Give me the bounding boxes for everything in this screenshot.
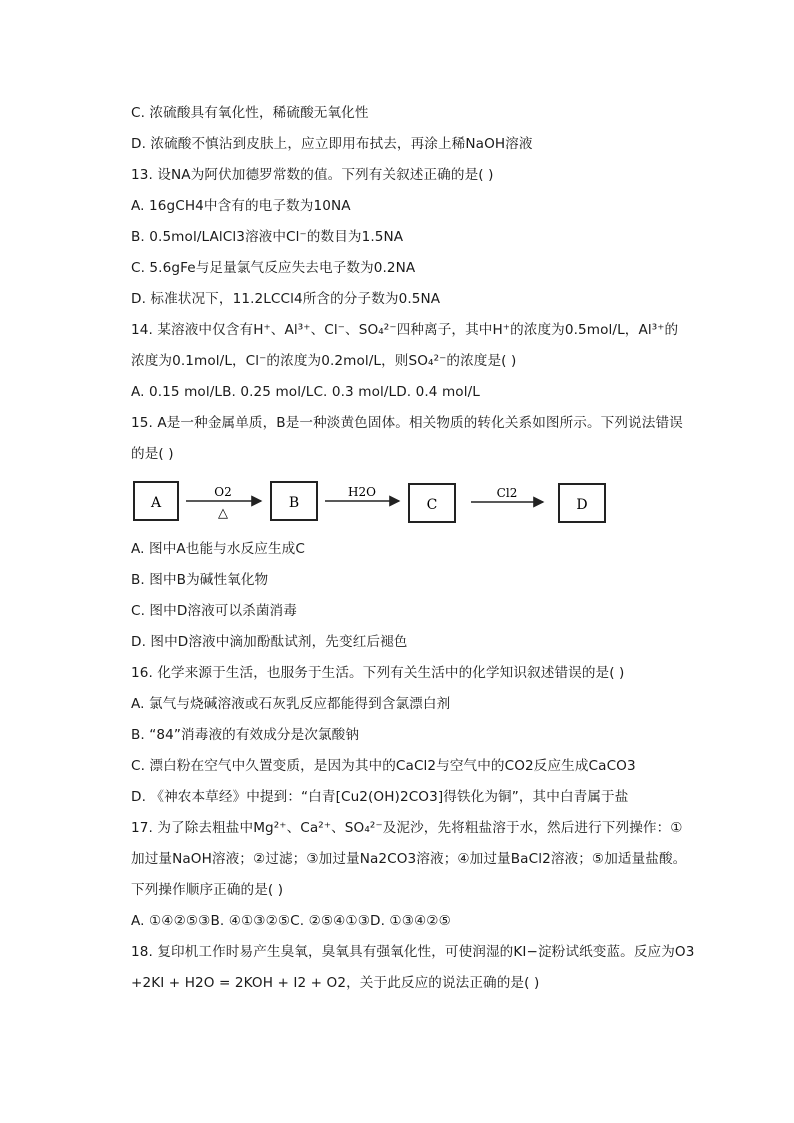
q13-option-b: B. 0.5mol/LAlCl3溶液中Cl⁻的数目为1.5NA xyxy=(131,229,404,245)
q17-option-b: B. ④①③②⑤ xyxy=(210,913,291,929)
q17-option-c: C. ②⑤④①③ xyxy=(290,913,371,929)
question-17-line3: 下列操作顺序正确的是( ) xyxy=(131,882,284,898)
q16-option-a: A. 氯气与烧碱溶液或石灰乳反应都能得到含氯漂白剂 xyxy=(131,696,451,712)
question-14-line1: 14. 某溶液中仅含有H⁺、Al³⁺、Cl⁻、SO₄²⁻四种离子，其中H⁺的浓度为0.5mol/L，Al³⁺的 xyxy=(131,322,679,338)
question-15-line1: 15. A是一种金属单质，B是一种淡黄色固体。相关物质的转化关系如图所示。下列说法错误 xyxy=(131,415,683,431)
q12-option-c: C. 浓硫酸具有氧化性，稀硫酸无氧化性 xyxy=(131,105,369,121)
q12-option-d: D. 浓硫酸不慎沾到皮肤上，应立即用布拭去，再涂上稀NaOH溶液 xyxy=(131,136,533,152)
question-15-line2: 的是( ) xyxy=(131,446,174,462)
arrow-a-to-b-bottom-label: △ xyxy=(218,506,228,521)
node-a-label: A xyxy=(150,495,162,511)
q14-option-a: A. 0.15 mol/L xyxy=(131,384,223,400)
question-18-line2: +2KI + H2O = 2KOH + I2 + O2，关于此反应的说法正确的是( ) xyxy=(131,975,540,991)
conversion-diagram xyxy=(131,479,611,527)
arrow-a-to-b-top-label: O2 xyxy=(214,485,232,499)
q16-option-d: D. 《神农本草经》中提到：“白青[Cu2(OH)2CO3]得铁化为铜”，其中白青属于盐 xyxy=(131,789,629,805)
q14-options xyxy=(131,382,480,402)
question-17-line1: 17. 为了除去粗盐中Mg²⁺、Ca²⁺、SO₄²⁻及泥沙，先将粗盐溶于水，然后进行下列操作：① xyxy=(131,820,683,836)
node-c-label: C xyxy=(426,497,438,513)
question-18-line1: 18. 复印机工作时易产生臭氧，臭氧具有强氧化性，可使润湿的KI−淀粉试纸变蓝。反应为O3 xyxy=(131,944,695,960)
conversion-diagram-svg xyxy=(131,479,611,527)
q15-option-a: A. 图中A也能与水反应生成C xyxy=(131,541,305,557)
question-16: 16. 化学来源于生活，也服务于生活。下列有关生活中的化学知识叙述错误的是( ) xyxy=(131,665,625,681)
q17-option-a: A. ①④②⑤③ xyxy=(131,913,211,929)
question-17-line2: 加过量NaOH溶液；②过滤；③加过量Na2CO3溶液；④加过量BaCl2溶液；⑤加适量盐酸。 xyxy=(131,851,687,867)
arrow-c-to-d-top-label: Cl2 xyxy=(496,486,518,500)
question-13: 13. 设NA为阿伏加德罗常数的值。下列有关叙述正确的是( ) xyxy=(131,167,494,183)
node-d-label: D xyxy=(576,497,588,513)
q16-option-c: C. 漂白粉在空气中久置变质，是因为其中的CaCl2与空气中的CO2反应生成CaCO3 xyxy=(131,758,636,774)
q14-option-c: C. 0.3 mol/L xyxy=(313,384,397,400)
q13-option-d: D. 标准状况下，11.2LCCl4所含的分子数为0.5NA xyxy=(131,291,441,307)
q17-option-d: D. ①③④②⑤ xyxy=(370,913,451,929)
q14-option-d: D. 0.4 mol/L xyxy=(396,384,480,400)
q15-option-c: C. 图中D溶液可以杀菌消毒 xyxy=(131,603,297,619)
arrow-b-to-c-top-label: H2O xyxy=(348,485,376,499)
q16-option-b: B. “84”消毒液的有效成分是次氯酸钠 xyxy=(131,727,360,743)
q14-option-b: B. 0.25 mol/L xyxy=(222,384,314,400)
node-b-label: B xyxy=(288,495,300,511)
q13-option-a: A. 16gCH4中含有的电子数为10NA xyxy=(131,198,351,214)
q15-option-b: B. 图中B为碱性氧化物 xyxy=(131,572,269,588)
q17-options xyxy=(131,911,451,931)
question-14-line2: 浓度为0.1mol/L，Cl⁻的浓度为0.2mol/L，则SO₄²⁻的浓度是( ) xyxy=(131,353,517,369)
q15-option-d: D. 图中D溶液中滴加酚酞试剂，先变红后褪色 xyxy=(131,634,408,650)
q13-option-c: C. 5.6gFe与足量氯气反应失去电子数为0.2NA xyxy=(131,260,416,276)
